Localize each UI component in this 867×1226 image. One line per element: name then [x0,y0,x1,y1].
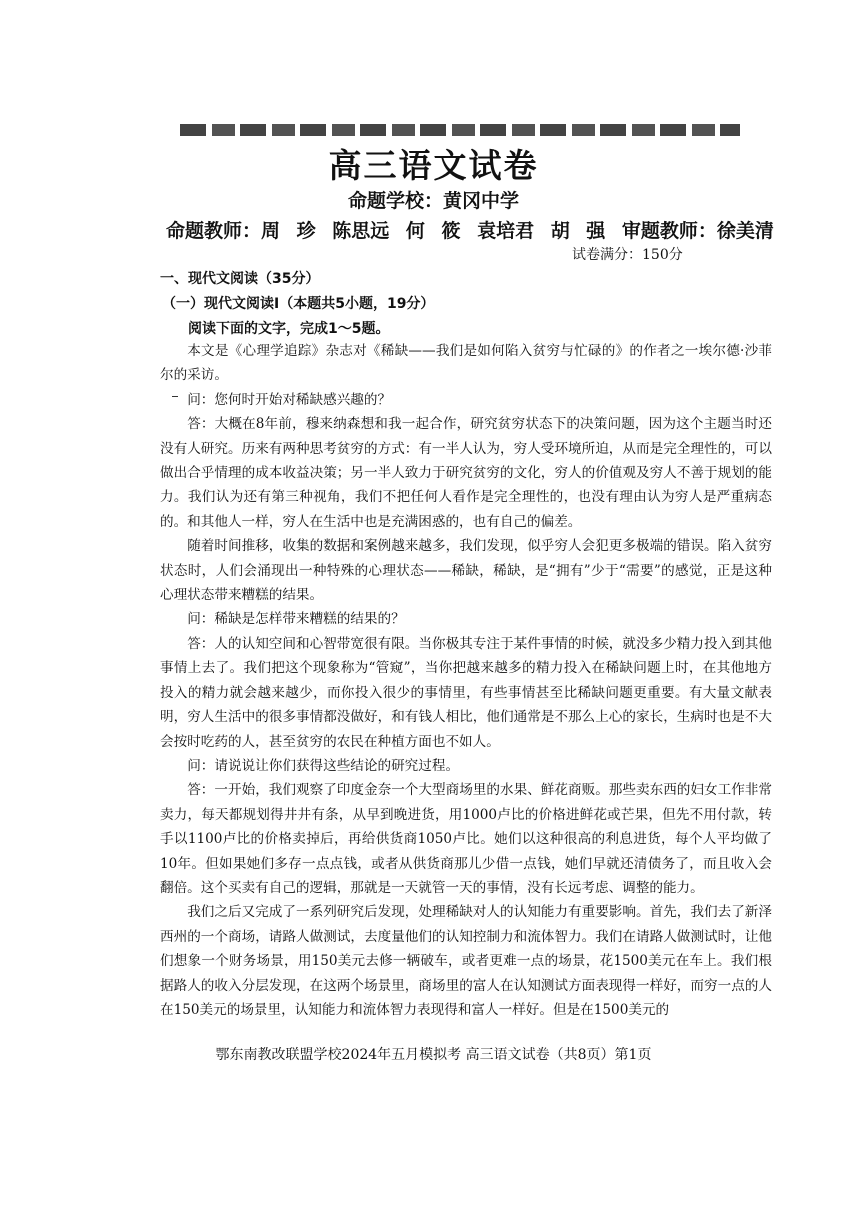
section-heading: 一、现代文阅读（35分） [160,271,320,287]
cropped-header-strip [180,124,740,136]
page-title: 高三语文试卷 [328,146,539,185]
passage-paragraph: 本文是《心理学追踪》杂志对《稀缺——我们是如何陷入贫穷与忙碌的》的作者之一埃尔德·沙菲尔的采访。 [160,343,772,384]
passage-paragraph: 问：您何时开始对稀缺感兴趣的？ [187,391,392,408]
reading-instruction: 阅读下面的文字，完成1～5题。 [188,321,390,337]
passage-paragraph: 答：大概在8年前，穆来纳森想和我一起合作，研究贫穷状态下的决策问题，因为这个主题当时还没有人研究。历来有两种思考贫穷的方式：有一半人认为，穷人受环境所迫，从而是完全理性的，可以做出合乎情理的成本收益决策；另一半人致力于研究贫穷的文化，穷人的价值观及穷人不善于规划的能力。我们认为还有第三种视角，我们不把任何人看作是完全理性的，也没有理由认为穷人是严重病态的。和其他人一样，穷人在生活中也是充满困惑的，也有自己的偏差。 [160,416,772,530]
passage-paragraph: 答：一开始，我们观察了印度金奈一个大型商场里的水果、鲜花商贩。那些卖东西的妇女工作非常卖力，每天都规划得井井有条，从早到晚进货，用1000卢比的价格进鲜花或芒果，但先不用付款，转手以1100卢比的价格卖掉后，再给供货商1050卢比。她们以这种很高的利息进货，每个人平均做了10年。但如果她们多存一点点钱，或者从供货商那儿少借一点钱，她们早就还清债务了，而且收入会翻倍。这个买卖有自己的逻辑，那就是一天就管一天的事情，没有长远考虑、调整的能力。 [160,782,772,896]
passage-paragraph: 随着时间推移，收集的数据和案例越来越多，我们发现，似乎穷人会犯更多极端的错误。陷入贫穷状态时，人们会涌现出一种特殊的心理状态——稀缺，稀缺，是“拥有”少于“需要”的感觉，正是这种心理状态带来糟糕的结果。 [160,538,772,604]
page-footer: 鄂东南教改联盟学校2024年五月模拟考 高三语文试卷（共8页）第1页 [215,1047,652,1063]
passage-paragraph: 问：请说说让你们获得这些结论的研究过程。 [187,757,460,774]
full-score: 试卷满分：150分 [572,247,683,263]
exam-school: 命题学校：黄冈中学 [347,190,519,212]
subsection-heading: （一）现代文阅读Ⅰ（本题共5小题，19分） [162,296,435,312]
passage-paragraph: 我们之后又完成了一系列研究后发现，处理稀缺对人的认知能力有重要影响。首先，我们去了新泽西州的一个商场，请路人做测试，去度量他们的认知控制力和流体智力。我们在请路人做测试时，让他们想象一个财务场景，用150美元去修一辆破车，或者更难一点的场景，花1500美元在车上。我们根据路人的收入分层发现，在这两个场景里，商场里的富人在认知测试方面表现得一样好，而穷一点的人在150美元的场景里，认知能力和流体智力表现得和富人一样好。但是在1500美元的 [160,904,772,1018]
exam-teachers: 命题教师：周 珍 陈思远 何 筱 袁培君 胡 强 审题教师：徐美清 [166,220,774,242]
passage-paragraph: 问：稀缺是怎样带来糟糕的结果的？ [187,611,405,628]
passage-paragraph: 答：人的认知空间和心智带宽很有限。当你极其专注于某件事情的时候，就没多少精力投入到其他事情上去了。我们把这个现象称为“管窥”，当你把越来越多的精力投入在稀缺问题上时，在其他地方投入的精力就会越来越少，而你投入很少的事情里，有些事情甚至比稀缺问题更重要。有大量文献表明，穷人生活中的很多事情都没做好，和有钱人相比，他们通常是不那么上心的家长，生病时也是不大会按时吃药的人，甚至贫穷的农民在种植方面也不如人。 [160,635,772,750]
passage-body [160,339,772,1022]
